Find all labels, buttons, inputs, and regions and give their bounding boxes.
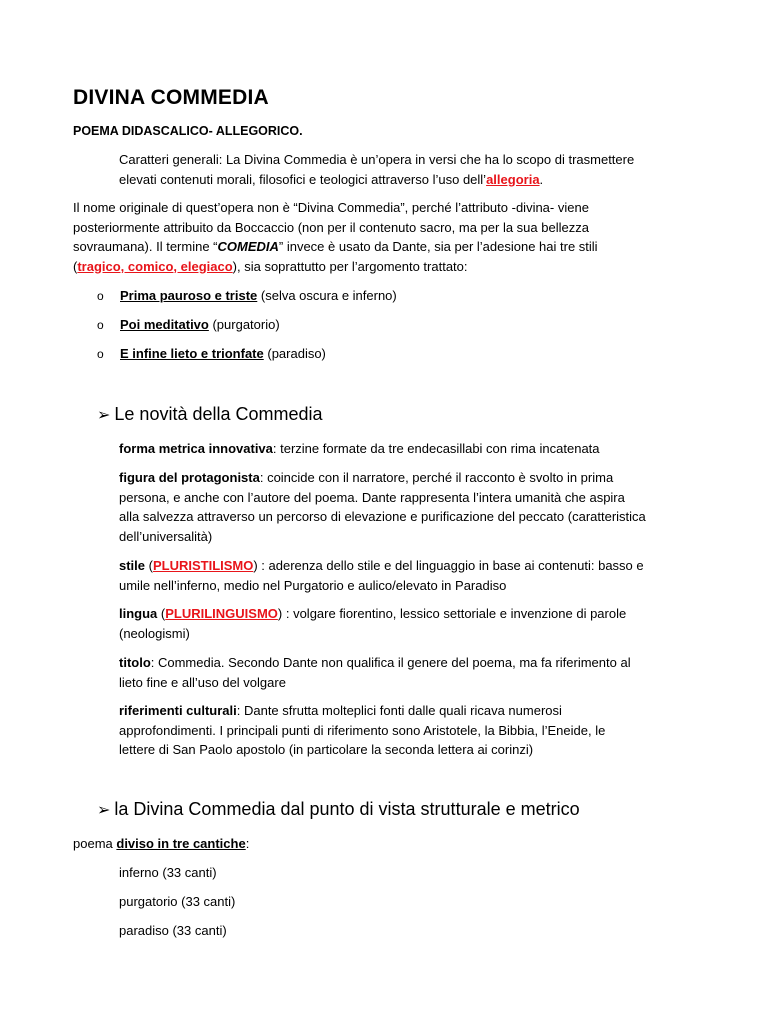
paragraph-line	[119, 556, 699, 576]
item-label: lingua	[119, 606, 158, 621]
text-span: (	[73, 258, 78, 274]
item-label: stile	[119, 558, 146, 573]
paragraph-line	[119, 701, 699, 721]
section-heading	[97, 402, 323, 427]
paragraph-line: lieto fine e all’uso del volgare	[119, 674, 286, 690]
paragraph-line	[73, 257, 713, 277]
cantica-item: inferno (33 canti)	[119, 865, 217, 880]
intro-line: Caratteri generali: La Divina Commedia è un’opera in versi che ha lo scopo di trasmettere	[119, 152, 635, 167]
pluristilismo-highlight: PLURISTILISMO	[152, 558, 254, 573]
paragraph-line: persona, e anche con l’autore del poema. Dante rappresenta l’intera umanità che aspira	[119, 489, 625, 505]
paragraph-line: lettere di San Paolo apostolo (in particolare la seconda lettera ai corinzi)	[119, 742, 534, 757]
item-label: titolo	[119, 655, 151, 670]
cantica-item: purgatorio (33 canti)	[119, 894, 236, 909]
document-title: DIVINA COMMEDIA	[73, 86, 269, 109]
section-heading	[97, 797, 580, 822]
bullet-marker: o	[97, 289, 104, 303]
novita-figura	[119, 468, 699, 546]
cantica-item: paradiso (33 canti)	[119, 923, 227, 938]
text-span: ) : volgare fiorentino, lessico settoriale e invenzione di parole	[277, 606, 627, 621]
text-span: .	[539, 171, 544, 187]
paragraph-line: umile nell’inferno, medio nel Purgatorio e aulico/elevato in Paradiso	[119, 577, 507, 593]
item-label: figura del protagonista	[119, 470, 260, 485]
text-span: ), sia soprattutto per l’argomento trattato:	[232, 258, 468, 274]
text-span: (	[157, 606, 166, 621]
intro-paragraph	[119, 150, 699, 189]
novita-forma	[119, 439, 699, 459]
document-subtitle: POEMA DIDASCALICO- ALLEGORICO.	[73, 124, 303, 138]
bullet-bold: Poi meditativo	[120, 317, 209, 332]
poema-line	[73, 834, 249, 854]
paragraph-line: alla salvezza attraverso un percorso di elevazione e purificazione del peccato (caratteristica	[119, 509, 646, 524]
text-span: sovraumana). Il termine “	[73, 239, 218, 254]
bullet-marker: o	[97, 347, 104, 361]
list-item	[97, 286, 397, 306]
paragraph-line	[119, 653, 699, 673]
name-paragraph	[73, 198, 713, 276]
text-span: poema	[73, 836, 117, 851]
bullet-rest: (selva oscura e inferno)	[257, 288, 397, 303]
poema-underlined: diviso in tre cantiche	[116, 836, 246, 851]
bullet-rest: (purgatorio)	[208, 317, 280, 332]
paragraph-line: Il nome originale di quest’opera non è “Divina Commedia”, perché l’attributo -divina- viene	[73, 200, 589, 215]
comedia-term: COMEDIA	[217, 239, 279, 254]
paragraph-line: approfondimenti. I principali punti di riferimento sono Aristotele, la Bibbia, l’Eneide, le	[119, 722, 606, 738]
list-item	[97, 315, 280, 335]
bullet-bold: E infine lieto e trionfate	[120, 346, 264, 361]
heading-text: Le novità della Commedia	[114, 404, 323, 424]
intro-line	[119, 170, 699, 190]
novita-titolo	[119, 653, 699, 692]
paragraph-line	[73, 237, 713, 257]
paragraph-line: dell’universalità)	[119, 528, 213, 544]
text-span: :	[245, 836, 250, 851]
text-span: : Commedia. Secondo Dante non qualifica il genere del poema, ma fa riferimento al	[150, 655, 631, 670]
bullet-bold: Prima pauroso e triste	[120, 288, 258, 303]
heading-text: la Divina Commedia dal punto di vista strutturale e metrico	[114, 799, 580, 819]
novita-riferimenti	[119, 701, 699, 760]
paragraph-line: posteriormente attribuito da Boccaccio (non per il contenuto sacro, ma per la sua bellezza	[73, 219, 589, 235]
text-span: : coincide con il narratore, perché il racconto è svolto in prima	[259, 470, 614, 485]
bullet-marker: o	[97, 318, 104, 332]
item-label: riferimenti culturali	[119, 703, 237, 718]
paragraph-line: (neologismi)	[119, 625, 190, 641]
text-span: : Dante sfrutta molteplici fonti dalle quali ricava numerosi	[236, 703, 562, 718]
novita-lingua	[119, 604, 699, 643]
text-span: ) : aderenza dello stile e del linguaggio in base ai contenuti: basso e	[253, 558, 644, 573]
paragraph-line	[119, 468, 699, 488]
list-item	[97, 344, 326, 364]
text-span: (	[145, 558, 153, 573]
allegoria-highlight: allegoria	[486, 171, 540, 187]
text-span: : terzine formate da tre endecasillabi con rima incatenata	[272, 441, 600, 456]
novita-stile	[119, 556, 699, 595]
stili-highlight: tragico, comico, elegiaco	[77, 258, 233, 274]
item-label: forma metrica innovativa	[119, 441, 273, 456]
paragraph-line	[119, 604, 699, 624]
text-span: elevati contenuti morali, filosofici e teologici attraverso l’uso dell’	[119, 171, 487, 187]
plurilinguismo-highlight: PLURILINGUISMO	[165, 606, 278, 621]
arrow-icon: ➢	[97, 800, 111, 819]
arrow-icon: ➢	[97, 405, 111, 424]
bullet-rest: (paradiso)	[263, 346, 326, 361]
text-span: ” invece è usato da Dante, sia per l’adesione hai tre stili	[278, 239, 598, 254]
